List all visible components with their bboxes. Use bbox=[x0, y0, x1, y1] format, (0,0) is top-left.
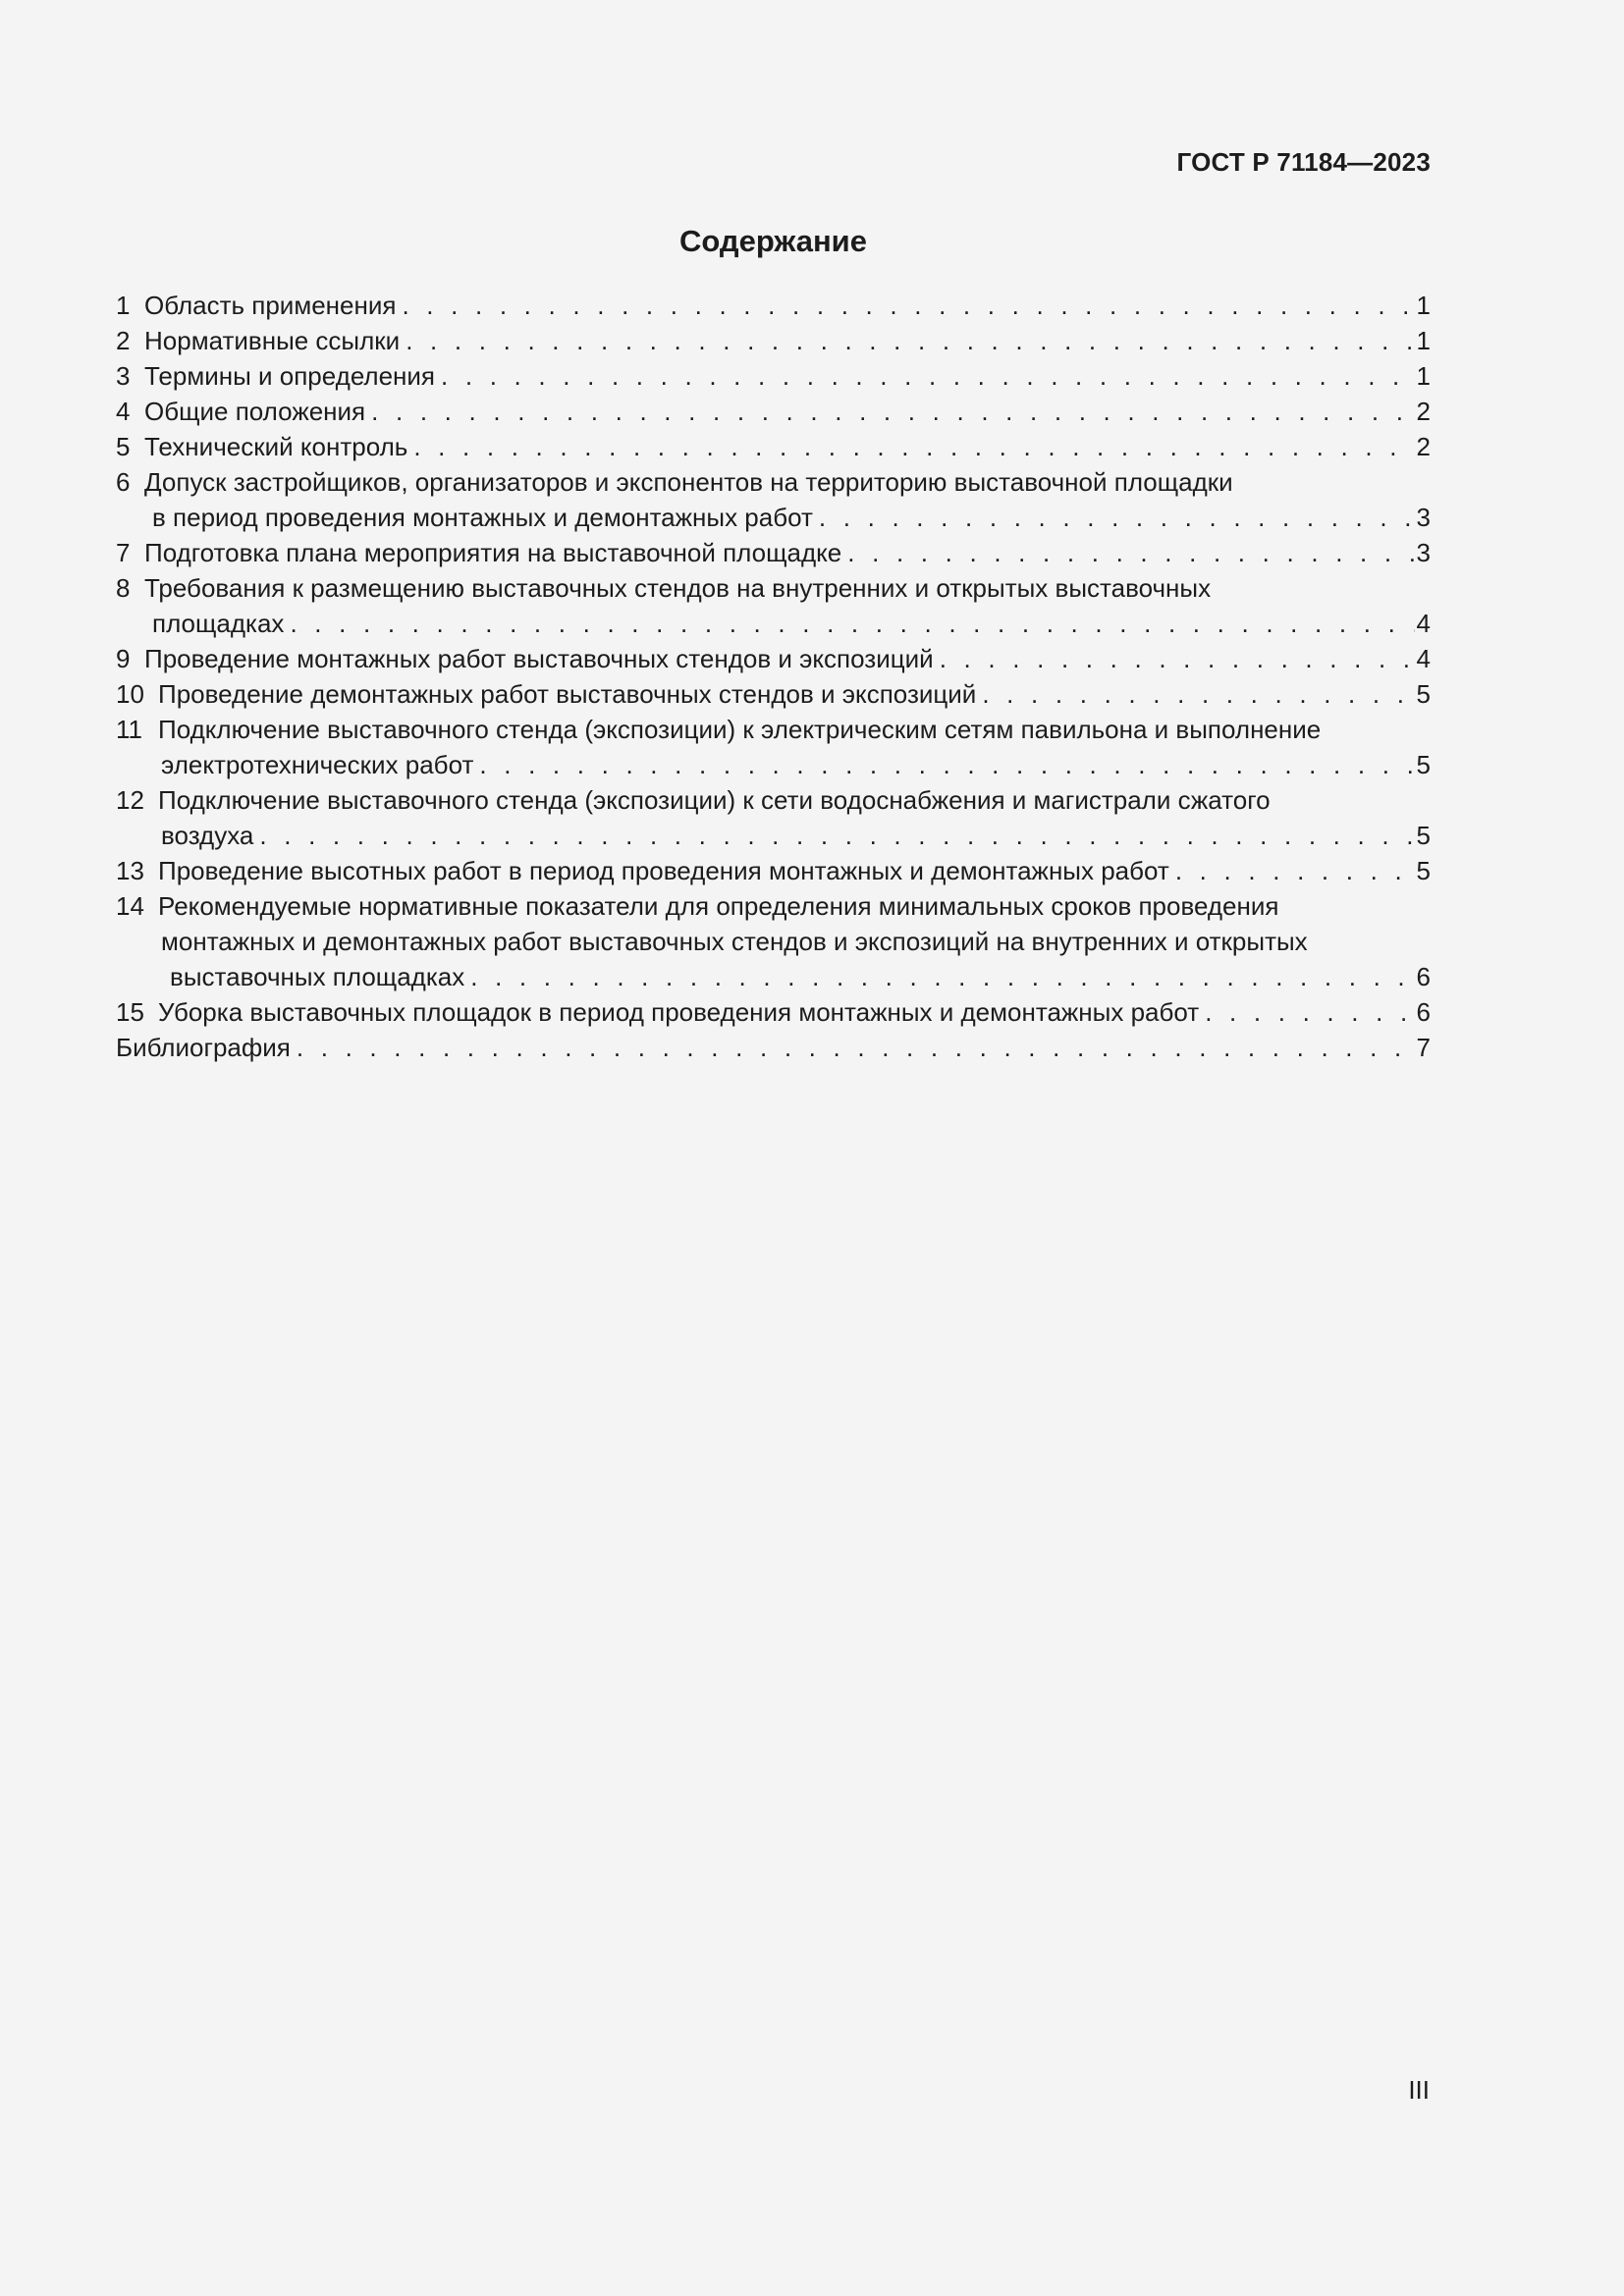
toc-item[interactable] bbox=[116, 464, 1431, 535]
toc-item-text: Технический контроль bbox=[144, 432, 408, 461]
toc-item[interactable] bbox=[116, 323, 1431, 358]
toc-item[interactable] bbox=[116, 535, 1431, 570]
toc-item[interactable] bbox=[116, 676, 1431, 712]
dot-leader bbox=[441, 358, 1415, 394]
toc-item-text: Проведение высотных работ в период проведения монтажных и демонтажных работ bbox=[158, 856, 1169, 885]
toc-item[interactable] bbox=[116, 888, 1431, 994]
dot-leader bbox=[290, 606, 1414, 641]
toc-item-number: 7 bbox=[116, 538, 131, 567]
dot-leader bbox=[819, 500, 1415, 535]
toc-item-page: 5 bbox=[1416, 856, 1431, 885]
toc-item-text: Уборка выставочных площадок в период проведения монтажных и демонтажных работ bbox=[158, 997, 1200, 1027]
toc-item-number: 12 bbox=[116, 785, 144, 815]
toc-item-text-continued: в период проведения монтажных и демонтажных работ bbox=[152, 503, 813, 532]
toc-item-page: 1 bbox=[1416, 291, 1431, 320]
toc-item-page: 5 bbox=[1416, 821, 1431, 850]
dot-leader bbox=[1175, 853, 1415, 888]
toc-title: Содержание bbox=[679, 224, 867, 258]
toc-item[interactable] bbox=[116, 994, 1431, 1030]
toc-item-page: 6 bbox=[1416, 962, 1431, 991]
toc-item-text: Нормативные ссылки bbox=[144, 326, 401, 355]
toc-item-text: Проведение монтажных работ выставочных стендов и экспозиций bbox=[144, 644, 934, 673]
toc-item-page: 1 bbox=[1416, 326, 1431, 355]
dot-leader bbox=[940, 641, 1415, 676]
toc-item-number: 4 bbox=[116, 397, 131, 426]
toc-item-number: 3 bbox=[116, 361, 131, 391]
toc-item-text: Допуск застройщиков, организаторов и экспонентов на территорию выставочной площадки bbox=[144, 467, 1233, 497]
toc-item-number: 1 bbox=[116, 291, 131, 320]
toc-item-text: Подключение выставочного стенда (экспозиции) к электрическим сетям павильона и выполнение bbox=[158, 715, 1322, 744]
toc-item-page: 6 bbox=[1416, 997, 1431, 1027]
toc-item-number: 8 bbox=[116, 573, 131, 603]
dot-leader bbox=[470, 959, 1414, 994]
dot-leader bbox=[413, 429, 1414, 464]
toc-item-text: Общие положения bbox=[144, 397, 366, 426]
toc-item[interactable] bbox=[116, 853, 1431, 888]
toc-item[interactable] bbox=[116, 358, 1431, 394]
toc-item[interactable] bbox=[116, 394, 1431, 429]
toc-item-text: Рекомендуемые нормативные показатели для определения минимальных сроков проведения bbox=[158, 891, 1279, 921]
toc-item[interactable] bbox=[116, 570, 1431, 641]
document-code: ГОСТ Р 71184—2023 bbox=[1176, 147, 1431, 177]
toc-item-number: 10 bbox=[116, 679, 144, 709]
toc-item-page: 1 bbox=[1416, 361, 1431, 391]
toc-item-page: 7 bbox=[1416, 1033, 1431, 1062]
toc-item-text: Библиография bbox=[116, 1033, 291, 1062]
toc-item-text: Требования к размещению выставочных стендов на внутренних и открытых выставочных bbox=[144, 573, 1212, 603]
toc-item[interactable] bbox=[116, 429, 1431, 464]
toc-item-text: Подготовка плана мероприятия на выставочной площадке bbox=[144, 538, 842, 567]
dot-leader bbox=[259, 818, 1414, 853]
toc-item[interactable] bbox=[116, 782, 1431, 853]
dot-leader bbox=[297, 1030, 1415, 1065]
table-of-contents bbox=[116, 288, 1431, 1065]
toc-item[interactable] bbox=[116, 288, 1431, 323]
toc-item-text: Область применения bbox=[144, 291, 397, 320]
toc-item-page: 2 bbox=[1416, 432, 1431, 461]
dot-leader bbox=[479, 747, 1414, 782]
toc-item-bibliography[interactable] bbox=[116, 1030, 1431, 1065]
dot-leader bbox=[982, 676, 1414, 712]
toc-item-page: 4 bbox=[1416, 609, 1431, 638]
toc-item-text-continued: монтажных и демонтажных работ выставочных стендов и экспозиций на внутренних и открытых bbox=[161, 927, 1308, 956]
dot-leader bbox=[406, 323, 1414, 358]
toc-item-number: 14 bbox=[116, 891, 144, 921]
toc-item-text-continued: площадках bbox=[152, 609, 285, 638]
toc-item-text-continued: выставочных площадках bbox=[170, 962, 465, 991]
toc-item-text-continued: электротехнических работ bbox=[161, 750, 474, 779]
dot-leader bbox=[402, 288, 1414, 323]
toc-item-text-continued: воздуха bbox=[161, 821, 254, 850]
page-number: III bbox=[1408, 2075, 1430, 2105]
dot-leader bbox=[1205, 994, 1414, 1030]
toc-item-page: 3 bbox=[1416, 538, 1431, 567]
toc-item-text: Термины и определения bbox=[144, 361, 436, 391]
toc-item-page: 5 bbox=[1416, 750, 1431, 779]
toc-item-text: Подключение выставочного стенда (экспозиции) к сети водоснабжения и магистрали сжатого bbox=[158, 785, 1271, 815]
toc-item[interactable] bbox=[116, 712, 1431, 782]
toc-item-page: 2 bbox=[1416, 397, 1431, 426]
toc-item-number: 13 bbox=[116, 856, 144, 885]
toc-item-number: 2 bbox=[116, 326, 131, 355]
toc-item-page: 3 bbox=[1416, 503, 1431, 532]
toc-item-number: 6 bbox=[116, 467, 131, 497]
toc-item[interactable] bbox=[116, 641, 1431, 676]
toc-item-number: 11 bbox=[116, 715, 142, 744]
dot-leader bbox=[371, 394, 1414, 429]
toc-item-page: 5 bbox=[1416, 679, 1431, 709]
dot-leader bbox=[847, 535, 1414, 570]
toc-item-text: Проведение демонтажных работ выставочных стендов и экспозиций bbox=[158, 679, 977, 709]
toc-item-number: 9 bbox=[116, 644, 131, 673]
toc-item-page: 4 bbox=[1416, 644, 1431, 673]
toc-item-number: 5 bbox=[116, 432, 131, 461]
toc-item-number: 15 bbox=[116, 997, 144, 1027]
